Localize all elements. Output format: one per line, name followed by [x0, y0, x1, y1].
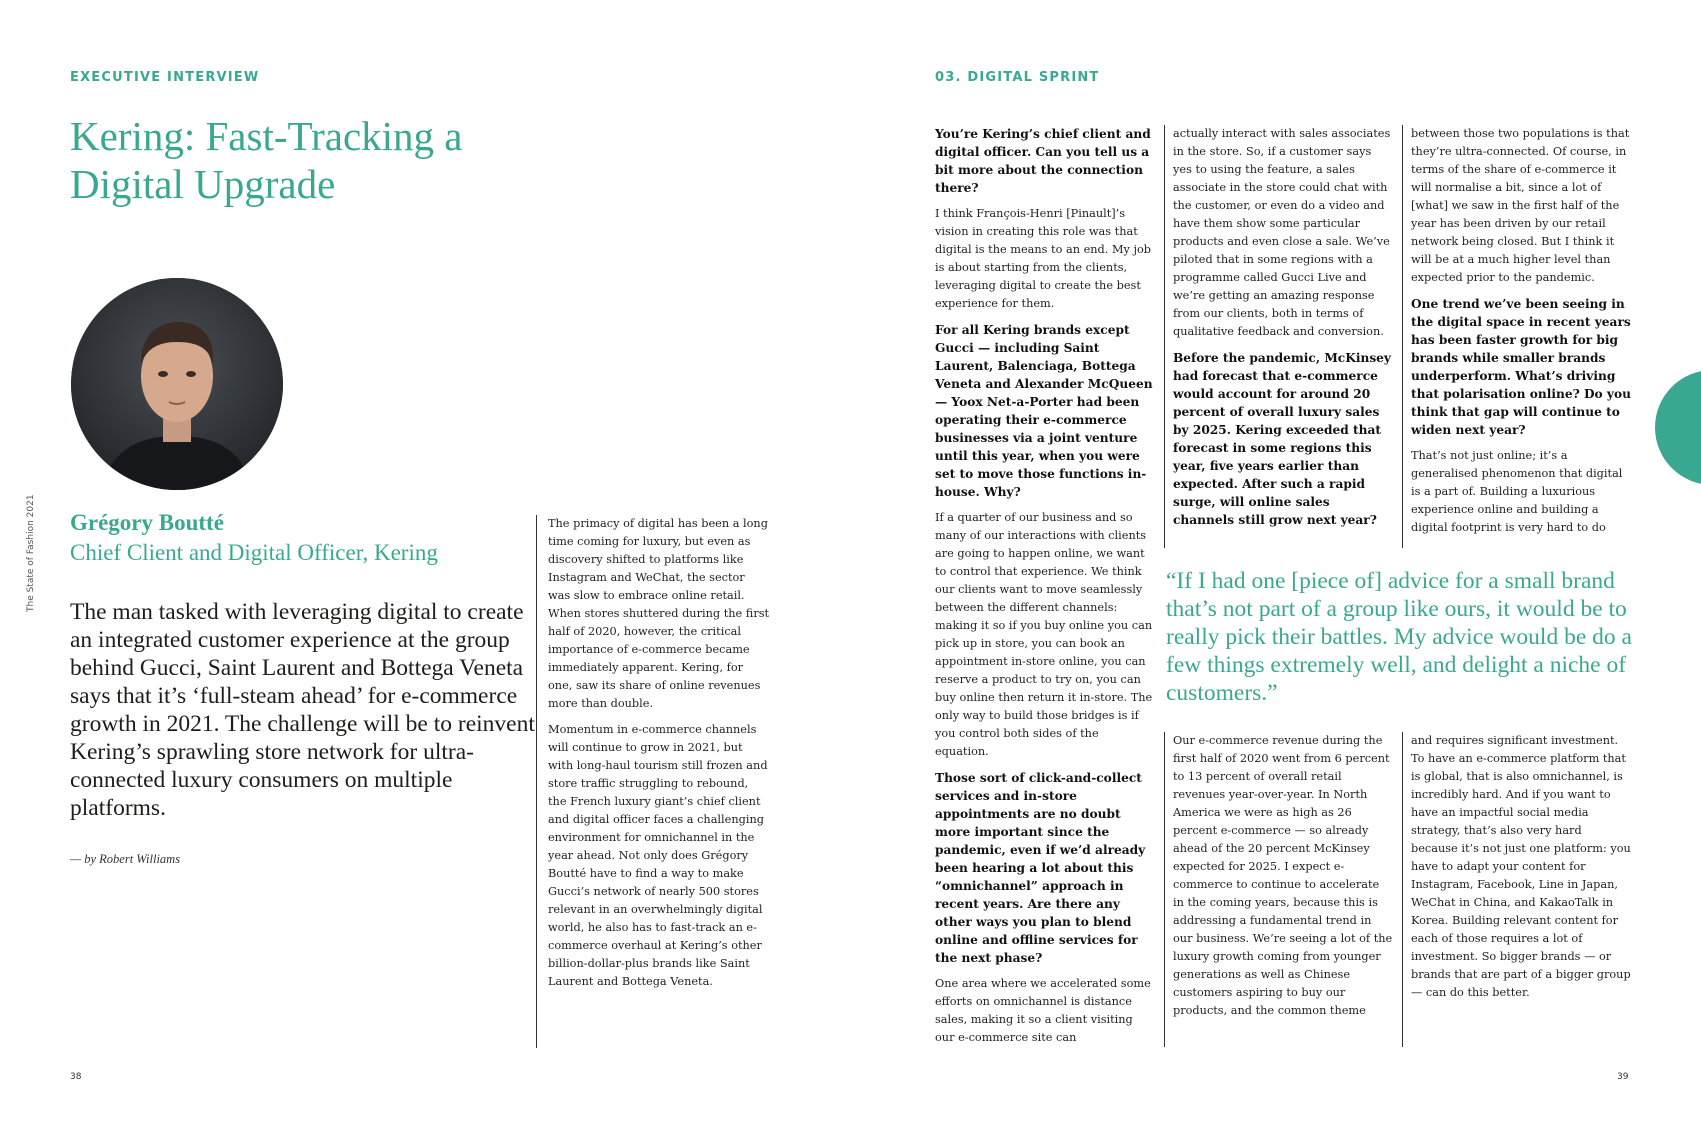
interview-answer: I think François-Henri [Pinault]’s vision in creating this role was that digital is the means to an end. My job is about starting from the clients, leveraging digital to create the best experience for them. [935, 207, 1152, 310]
interview-answer: Our e-commerce revenue during the first half of 2020 went from 6 percent to 13 percent of overall retail revenues year-over-year. In North America we were as high as 26 percent e-commerce — so already ahead of the 20 percent McKinsey expected for 2025. I expect e-commerce to continue to accelerate in the coming years, because this is addressing a fundamental trend in our business. We’re seeing a lot of the luxury growth coming from younger generations as well as Chinese customers aspiring to buy our products, and the common theme [1173, 734, 1393, 1017]
byline: — by Robert Williams [70, 852, 181, 866]
interview-column-2-top [1173, 125, 1393, 537]
interview-column-1 [935, 125, 1155, 1055]
interview-question: Those sort of click-and-collect services and in-store appointments are no doubt more important since the pandemic, even if we’d already been hearing a lot about this “omnichannel” approach in recent years. Are there any other ways you plan to blend online and offline services for the next phase? [935, 771, 1146, 965]
column-rule [1402, 125, 1403, 548]
column-rule [1164, 125, 1165, 548]
interview-question: You’re Kering’s chief client and digital officer. Can you tell us a bit more about the connection there? [935, 127, 1151, 195]
section-label-right: 03. DIGITAL SPRINT [935, 70, 1100, 85]
interview-question: One trend we’ve been seeing in the digital space in recent years has been faster growth for big brands while smaller brands underperform. What’s driving that polarisation online? Do you think that gap will continue to widen next year? [1411, 297, 1631, 437]
section-label-left: EXECUTIVE INTERVIEW [70, 70, 260, 85]
standfirst: The man tasked with leveraging digital to create an integrated customer experience at the group behind Gucci, Saint Laurent and Bottega Veneta says that it’s ‘full-steam ahead’ for e-commerce growth in 2021. The challenge will be to reinvent Kering’s sprawling store network for ultra-connected luxury consumers on multiple platforms. [70, 599, 535, 821]
chapter-tab-marker [1655, 370, 1701, 485]
interview-question: For all Kering brands except Gucci — including Saint Laurent, Balenciaga, Bottega Veneta and Alexander McQueen — Yoox Net-a-Porter had been operating their e-commerce businesses via a joint venture until this year, when you were set to move those functions in-house. Why? [935, 323, 1153, 499]
person-illustration [71, 278, 283, 490]
pull-quote: “If I had one [piece of] advice for a small brand that’s not part of a group like ours, it would be to really pick their battles. My advice would be do a few things extremely well, and delight a niche of customers.” [1166, 568, 1632, 706]
column-rule [536, 515, 537, 1048]
interview-answer: between those two populations is that they’re ultra-connected. Of course, in terms of the share of e-commerce it will normalise a bit, since a lot of [what] we saw in the first half of the year has been driven by our retail network being closed. But I think it will be at a much higher level than expected prior to the pandemic. [1411, 127, 1630, 284]
interview-column-3-bottom [1411, 732, 1631, 1010]
interview-question: Before the pandemic, McKinsey had forecast that e-commerce would account for around 20 percent of overall luxury sales by 2025. Kering exceeded that forecast in some regions this year, five years earlier than expected. After such a rapid surge, will online sales channels still grow next year? [1173, 351, 1392, 527]
interview-answer: and requires significant investment. To have an e-commerce platform that is global, that is also omnichannel, is incredibly hard. And if you want to have an impactful social media strategy, that’s also very hard because it’s not just one platform: you have to adapt your content for Instagram, Facebook, Line in Japan, WeChat in China, and KakaoTalk in Korea. Building relevant content for each of those requires a lot of investment. So bigger brands — or brands that are part of a bigger group — can do this better. [1411, 734, 1631, 999]
interview-answer: That’s not just online; it’s a generalised phenomenon that digital is a part of. Building a luxurious experience online and building a digital footprint is very hard to do [1411, 449, 1623, 534]
interview-column-3-top [1411, 125, 1631, 545]
column-rule [1164, 732, 1165, 1047]
body-paragraph: The primacy of digital has been a long time coming for luxury, but even as discovery shifted to platforms like Instagram and WeChat, the sector was slow to embrace online retail. When stores shuttered during the first half of 2020, however, the critical importance of e-commerce became immediately apparent. Kering, for one, saw its share of online revenues more than double. [548, 517, 770, 710]
page-number-left: 38 [70, 1072, 82, 1082]
page-number-right: 39 [1617, 1072, 1629, 1082]
person-name: Grégory Boutté [70, 510, 224, 535]
column-rule [1402, 732, 1403, 1047]
person-role: Chief Client and Digital Officer, Kering [70, 540, 438, 565]
interview-answer: actually interact with sales associates in the store. So, if a customer says yes to using the feature, a sales associate in the store could chat with the customer, or even do a video and have them show some particular products and even close a sale. We’ve piloted that in some regions with a programme called Gucci Live and we’re getting an amazing response from our clients, both in terms of qualitative feedback and conversion. [1173, 127, 1391, 338]
interview-answer: If a quarter of our business and so many of our interactions with clients are going to happen online, we want to control that experience. We think our clients want to move seamlessly between the different channels: making it so if you buy online you can pick up in store, you can book an appointment in-store online, you can reserve a product to try on, you can buy online then return it in-store. The only way to build those bridges is if you control both sides of the equation. [935, 511, 1153, 758]
interview-column-2-bottom [1173, 732, 1393, 1028]
body-paragraph: Momentum in e-commerce channels will continue to grow in 2021, but with long-haul tourism still frozen and store traffic struggling to rebound, the French luxury giant’s chief client and digital officer faces a challenging environment for omnichannel in the year ahead. Not only does Grégory Boutté have to find a way to make Gucci’s network of nearly 500 stores relevant in an overwhelmingly digital world, he also has to fast-track an e-commerce overhaul at Kering’s other billion-dollar-plus brands like Saint Laurent and Bottega Veneta. [548, 723, 768, 988]
interview-answer: One area where we accelerated some efforts on omnichannel is distance sales, making it so a client visiting our e-commerce site can [935, 977, 1151, 1044]
publication-side-text: The State of Fashion 2021 [26, 494, 36, 612]
intro-body-column [548, 515, 770, 999]
article-title: Kering: Fast-Tracking a Digital Upgrade [70, 113, 463, 207]
portrait-photo [71, 278, 283, 490]
